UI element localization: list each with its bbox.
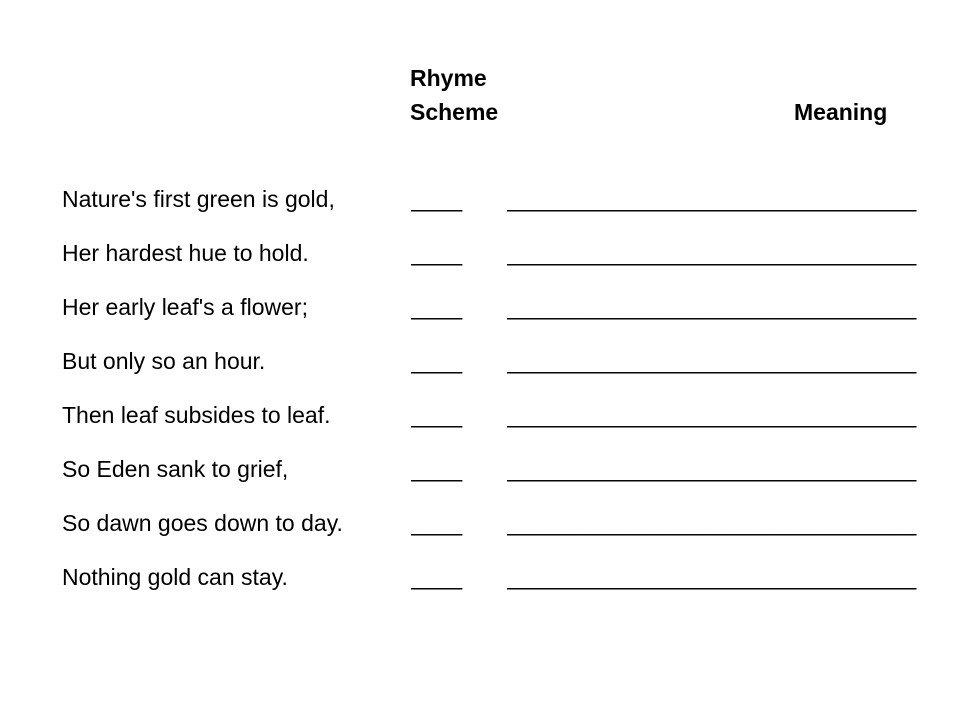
poem-row bbox=[62, 451, 952, 505]
rhyme-scheme-blank[interactable]: ____ bbox=[411, 348, 463, 374]
meaning-blank[interactable]: ________________________________ bbox=[507, 510, 917, 536]
poem-line: But only so an hour. bbox=[62, 348, 266, 374]
meaning-blank[interactable]: ________________________________ bbox=[507, 402, 917, 428]
meaning-blank[interactable]: ________________________________ bbox=[507, 456, 917, 482]
rhyme-scheme-blank[interactable]: ____ bbox=[411, 240, 463, 266]
rhyme-scheme-header bbox=[410, 61, 550, 129]
meaning-blank[interactable]: ________________________________ bbox=[507, 294, 917, 320]
rhyme-scheme-blank[interactable]: ____ bbox=[411, 564, 463, 590]
rhyme-scheme-blank[interactable]: ____ bbox=[411, 294, 463, 320]
rhyme-scheme-blank[interactable]: ____ bbox=[411, 456, 463, 482]
meaning-blank[interactable]: ________________________________ bbox=[507, 564, 917, 590]
meaning-blank[interactable]: ________________________________ bbox=[507, 240, 917, 266]
rhyme-scheme-blank[interactable]: ____ bbox=[411, 186, 463, 212]
poem-line: Her early leaf's a flower; bbox=[62, 294, 308, 320]
poem-line: Nothing gold can stay. bbox=[62, 564, 288, 590]
poem-row bbox=[62, 343, 952, 397]
poem-row bbox=[62, 505, 952, 559]
poem-line: Her hardest hue to hold. bbox=[62, 240, 309, 266]
meaning-header: Meaning bbox=[794, 99, 888, 125]
rhyme-header-line1: Rhyme bbox=[410, 65, 487, 91]
rhyme-header-line2: Scheme bbox=[410, 99, 499, 125]
poem-line: So dawn goes down to day. bbox=[62, 510, 343, 536]
poem-row bbox=[62, 235, 952, 289]
poem-row bbox=[62, 181, 952, 235]
meaning-blank[interactable]: ________________________________ bbox=[507, 348, 917, 374]
poem-line: So Eden sank to grief, bbox=[62, 456, 289, 482]
poem-row bbox=[62, 397, 952, 451]
poem-line: Nature's first green is gold, bbox=[62, 186, 335, 212]
poem-row bbox=[62, 559, 952, 613]
rhyme-scheme-blank[interactable]: ____ bbox=[411, 510, 463, 536]
poem-worksheet bbox=[62, 181, 952, 613]
meaning-blank[interactable]: ________________________________ bbox=[507, 186, 917, 212]
rhyme-scheme-blank[interactable]: ____ bbox=[411, 402, 463, 428]
poem-line: Then leaf subsides to leaf. bbox=[62, 402, 331, 428]
poem-row bbox=[62, 289, 952, 343]
